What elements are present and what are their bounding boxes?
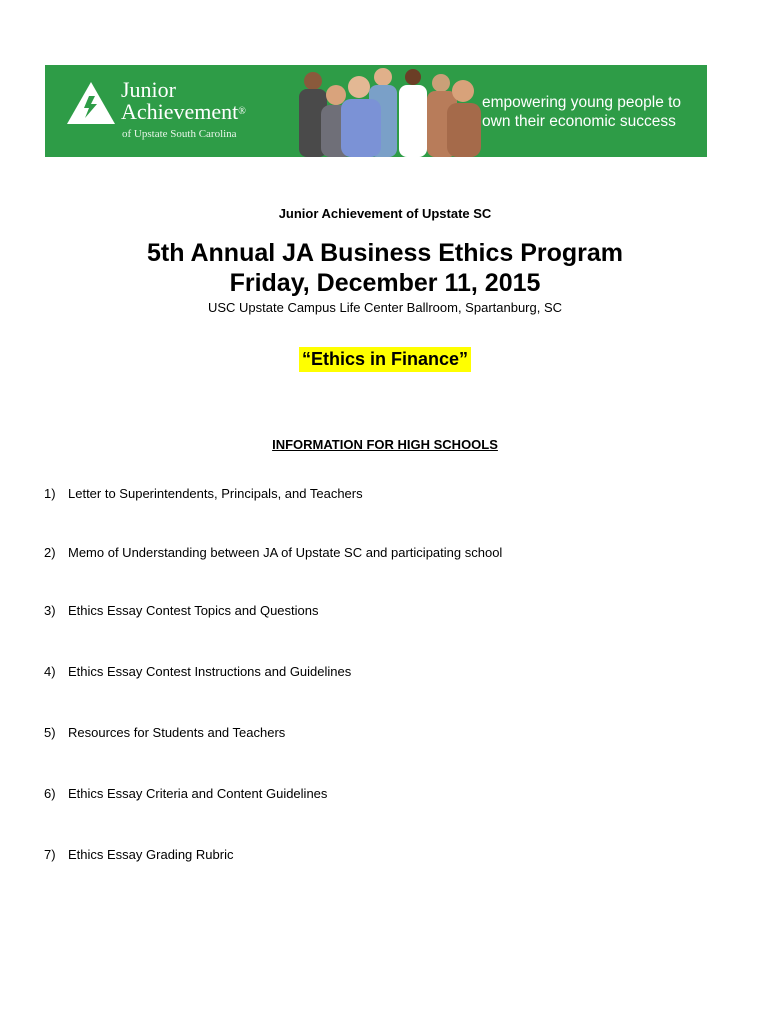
page-title bbox=[0, 238, 770, 298]
list-item-text: Ethics Essay Contest Instructions and Guidelines bbox=[68, 664, 352, 679]
list-item-text: Letter to Superintendents, Principals, and Teachers bbox=[68, 486, 363, 501]
list-item bbox=[44, 725, 285, 740]
list-item bbox=[44, 545, 502, 560]
list-item-text: Resources for Students and Teachers bbox=[68, 725, 286, 740]
list-item-number: 5) bbox=[44, 725, 56, 740]
list-item-text: Memo of Understanding between JA of Upstate SC and participating school bbox=[68, 545, 503, 560]
tagline bbox=[482, 93, 681, 131]
list-item-text: Ethics Essay Criteria and Content Guidelines bbox=[68, 786, 328, 801]
organization-name: Junior Achievement of Upstate SC bbox=[278, 206, 492, 221]
list-item-text: Ethics Essay Grading Rubric bbox=[68, 847, 234, 862]
list-item bbox=[44, 786, 327, 801]
registered-mark: ® bbox=[238, 106, 246, 117]
list-item bbox=[44, 847, 233, 862]
venue-text: USC Upstate Campus Life Center Ballroom, Spartanburg, SC bbox=[207, 300, 563, 315]
list-item-number: 2) bbox=[44, 545, 56, 560]
list-item-text: Ethics Essay Contest Topics and Questions bbox=[68, 603, 319, 618]
logo-wordmark bbox=[121, 79, 246, 123]
theme-container bbox=[0, 347, 770, 372]
theme-highlight: “Ethics in Finance” bbox=[299, 347, 471, 372]
info-heading: INFORMATION FOR HIGH SCHOOLS bbox=[272, 437, 498, 452]
header-banner bbox=[45, 65, 707, 157]
list-item bbox=[44, 486, 363, 501]
list-item-number: 6) bbox=[44, 786, 56, 801]
list-item-number: 1) bbox=[44, 486, 56, 501]
title-line-1: 5th Annual JA Business Ethics Program bbox=[146, 239, 624, 267]
logo-line-1: Junior bbox=[121, 77, 176, 102]
tagline-line-2: own their economic success bbox=[482, 113, 676, 130]
list-item bbox=[44, 603, 319, 618]
students-photo bbox=[291, 65, 491, 157]
logo-line-2: Achievement bbox=[121, 99, 239, 124]
list-item-number: 3) bbox=[44, 603, 56, 618]
ja-logo-icon bbox=[67, 82, 115, 124]
list-item bbox=[44, 664, 351, 679]
tagline-line-1: empowering young people to bbox=[482, 94, 682, 111]
list-item-number: 4) bbox=[44, 664, 56, 679]
list-item-number: 7) bbox=[44, 847, 56, 862]
logo-subtitle: of Upstate South Carolina bbox=[122, 128, 237, 140]
title-line-2: Friday, December 11, 2015 bbox=[229, 269, 541, 297]
